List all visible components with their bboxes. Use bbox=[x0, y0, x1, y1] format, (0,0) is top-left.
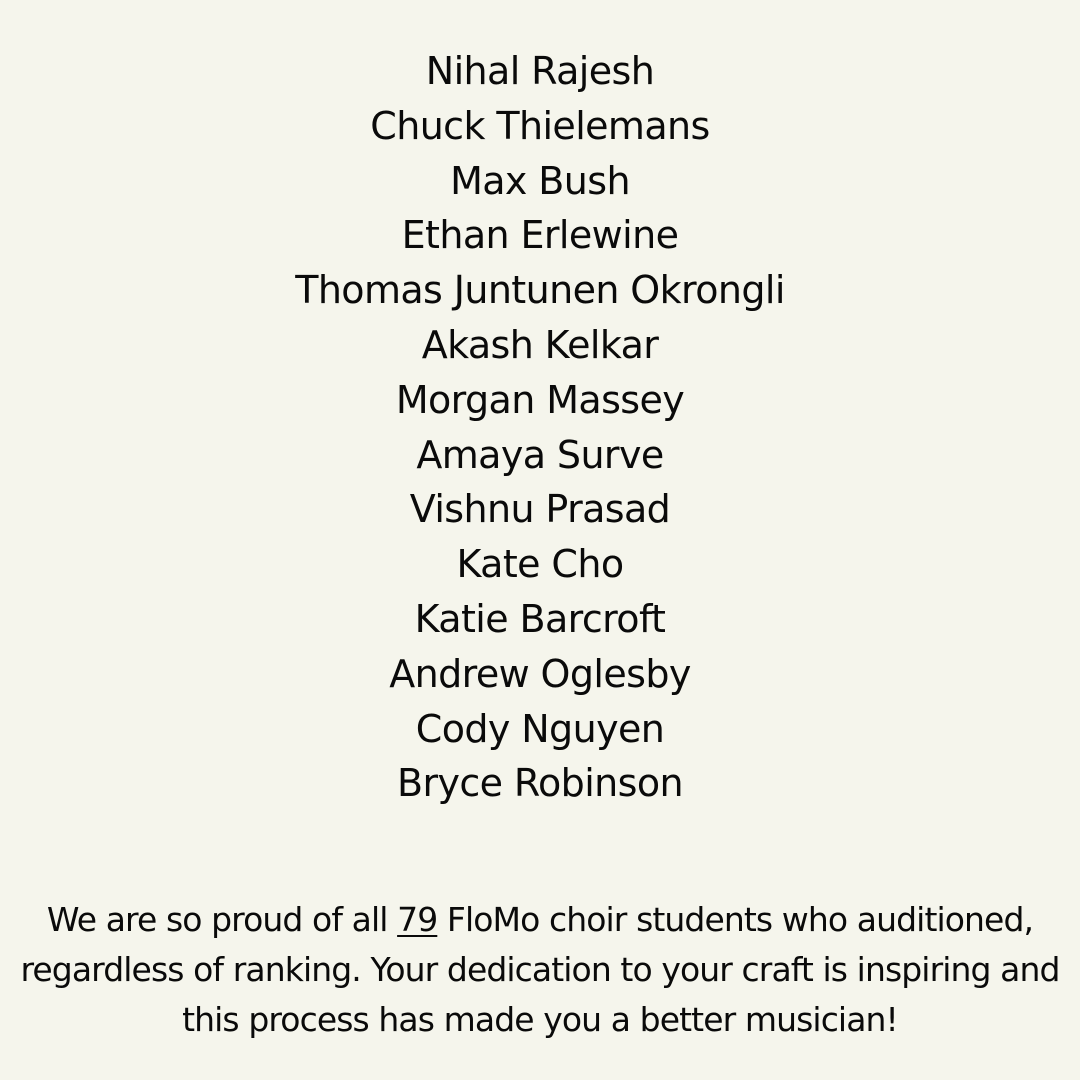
message-line-2: regardless of ranking. Your dedication to your craft is inspiring and bbox=[20, 950, 1060, 989]
name-item: Katie Barcroft bbox=[414, 596, 666, 641]
message-line-3: this process has made you a better musician! bbox=[182, 1000, 898, 1039]
name-item: Thomas Juntunen Okrongli bbox=[295, 268, 785, 313]
message-line-1 bbox=[0, 895, 1080, 945]
message-line-1-end: FloMo choir students who auditioned, bbox=[437, 900, 1034, 939]
name-item: Cody Nguyen bbox=[415, 706, 665, 751]
name-item: Akash Kelkar bbox=[421, 322, 659, 367]
name-item: Andrew Oglesby bbox=[389, 651, 691, 696]
name-item: Ethan Erlewine bbox=[401, 213, 679, 258]
name-item: Morgan Massey bbox=[395, 377, 685, 422]
name-item: Kate Cho bbox=[456, 542, 624, 587]
congratulations-message bbox=[0, 895, 1080, 1045]
message-line-1-start: We are so proud of all bbox=[46, 900, 398, 939]
name-item: Amaya Surve bbox=[416, 432, 664, 477]
names-list bbox=[0, 44, 1080, 811]
name-item: Max Bush bbox=[450, 158, 630, 203]
name-item: Chuck Thielemans bbox=[370, 103, 710, 148]
name-item: Bryce Robinson bbox=[397, 761, 683, 806]
name-item: Nihal Rajesh bbox=[425, 49, 655, 93]
student-count: 79 bbox=[397, 900, 438, 939]
name-item: Vishnu Prasad bbox=[409, 487, 671, 532]
